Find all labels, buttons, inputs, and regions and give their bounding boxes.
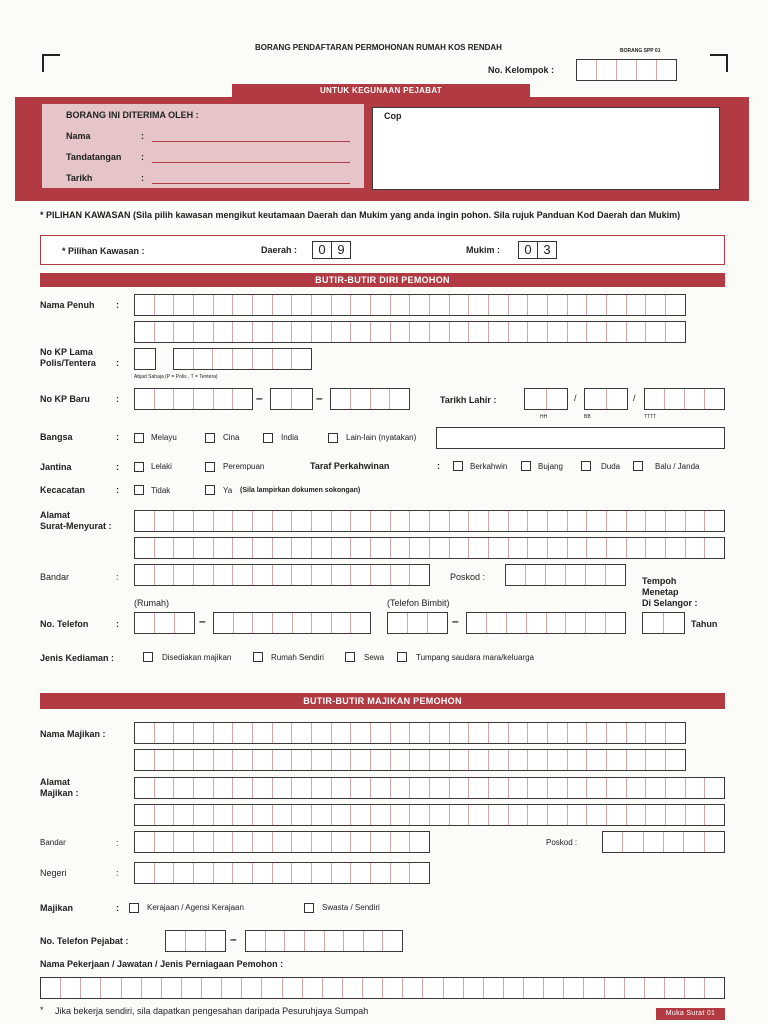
page-number-badge: Muka Surat 01 — [656, 1008, 725, 1020]
race-label: Bangsa — [40, 432, 73, 442]
race-other-checkbox[interactable] — [328, 433, 338, 443]
employer-city-label: Bandar — [40, 838, 66, 847]
employer-address-label-1: Alamat — [40, 777, 71, 787]
received-signature-line[interactable] — [152, 162, 350, 163]
marital-widower-checkbox[interactable] — [581, 461, 591, 471]
stay-label-2: Menetap — [642, 587, 679, 597]
stamp-label: Cop — [384, 111, 402, 121]
employer-postcode-input[interactable] — [602, 831, 725, 853]
form-code: BORANG SPP 01 — [620, 48, 661, 54]
received-signature-label: Tandatangan — [66, 152, 122, 162]
employer-state-input[interactable] — [134, 862, 430, 884]
old-ic-label-1: No KP Lama — [40, 347, 93, 357]
employer-state-label: Negeri — [40, 868, 67, 878]
address-label-2: Surat-Menyurat : — [40, 521, 112, 531]
employer-address-label-2: Majikan : — [40, 788, 79, 798]
new-ic-part3-input[interactable] — [330, 388, 410, 410]
mukim-label: Mukim : — [466, 245, 501, 255]
home-phone-prefix-input[interactable] — [134, 612, 195, 634]
group-no-label: No. Kelompok : — [488, 65, 555, 75]
employer-details-bar: BUTIR-BUTIR MAJIKAN PEMOHON — [40, 693, 725, 709]
postcode-label: Poskod : — [450, 572, 486, 582]
gender-female-checkbox[interactable] — [205, 462, 215, 472]
stamp-box[interactable] — [372, 107, 720, 190]
dob-label: Tarikh Lahir : — [440, 395, 497, 405]
race-other-input[interactable] — [436, 427, 725, 449]
employer-address-input-row1[interactable] — [134, 777, 725, 799]
dob-month-hint: BB — [584, 414, 591, 420]
dob-month-input[interactable] — [584, 388, 628, 410]
old-ic-number-input[interactable] — [173, 348, 312, 370]
occupation-input[interactable] — [40, 977, 725, 999]
mukim-digit-2[interactable]: 3 — [537, 241, 557, 259]
phone-label: No. Telefon — [40, 619, 89, 629]
full-name-input-row1[interactable] — [134, 294, 686, 316]
received-name-label: Nama — [66, 131, 91, 141]
applicant-details-bar: BUTIR-BUTIR DIRI PEMOHON — [40, 273, 725, 287]
corner-mark-right — [710, 54, 728, 72]
full-name-input-row2[interactable] — [134, 321, 686, 343]
city-label: Bandar — [40, 572, 70, 582]
employer-type-label: Majikan — [40, 903, 74, 913]
employer-government-checkbox[interactable] — [129, 903, 139, 913]
home-phone-hint: (Rumah) — [134, 598, 170, 608]
city-input[interactable] — [134, 564, 430, 586]
marital-label: Taraf Perkahwinan — [310, 461, 390, 471]
employer-postcode-label: Poskod : — [546, 838, 578, 847]
race-chinese-checkbox[interactable] — [205, 433, 215, 443]
group-no-input[interactable] — [576, 59, 677, 81]
dob-year-input[interactable] — [644, 388, 725, 410]
area-note: * PILIHAN KAWASAN (Sila pilih kawasan mengikut keutamaan Daerah dan Mukim yang anda ingin pohon. Sila rujuk Panduan Kod Daerah dan Mukim) — [40, 210, 681, 220]
disability-yes-checkbox[interactable] — [205, 485, 215, 495]
office-phone-prefix-input[interactable] — [165, 930, 226, 952]
stay-years-input[interactable] — [642, 612, 685, 634]
employer-private-checkbox[interactable] — [304, 903, 314, 913]
postcode-input[interactable] — [505, 564, 626, 586]
residence-employer-checkbox[interactable] — [143, 652, 153, 662]
race-indian-checkbox[interactable] — [263, 433, 273, 443]
employer-city-input[interactable] — [134, 831, 430, 853]
home-phone-number-input[interactable] — [213, 612, 371, 634]
new-ic-part1-input[interactable] — [134, 388, 253, 410]
office-phone-label: No. Telefon Pejabat : — [40, 936, 129, 946]
old-ic-hint: Abjad Sahaja (P = Polis , T = Tentera) — [134, 374, 218, 380]
mukim-digit-1[interactable]: 0 — [518, 241, 538, 259]
corner-mark-left — [42, 54, 60, 72]
gender-label: Jantina — [40, 462, 72, 472]
marital-married-checkbox[interactable] — [453, 461, 463, 471]
mobile-phone-number-input[interactable] — [466, 612, 626, 634]
full-name-label: Nama Penuh — [40, 300, 95, 310]
marital-widow-checkbox[interactable] — [633, 461, 643, 471]
old-ic-letter-input[interactable] — [134, 348, 156, 370]
office-phone-number-input[interactable] — [245, 930, 403, 952]
years-label: Tahun — [691, 619, 718, 629]
address-input-row2[interactable] — [134, 537, 725, 559]
residence-label: Jenis Kediaman : — [40, 653, 115, 663]
area-choice-label: * Pilihan Kawasan : — [62, 246, 145, 256]
received-by-label: BORANG INI DITERIMA OLEH : — [66, 110, 199, 120]
footer-star: * — [40, 1005, 44, 1015]
form-title: BORANG PENDAFTARAN PERMOHONAN RUMAH KOS RENDAH — [255, 43, 502, 52]
residence-family-checkbox[interactable] — [397, 652, 407, 662]
disability-no-checkbox[interactable] — [134, 485, 144, 495]
mobile-phone-prefix-input[interactable] — [387, 612, 448, 634]
mobile-phone-hint: (Telefon Bimbit) — [387, 598, 450, 608]
old-ic-label-2: Polis/Tentera — [40, 358, 96, 368]
employer-name-label: Nama Majikan : — [40, 729, 106, 739]
footer-note: Jika bekerja sendiri, sila dapatkan pengesahan daripada Pesuruhjaya Sumpah — [55, 1006, 369, 1016]
disability-note: (Sila lampirkan dokumen sokongan) — [240, 487, 361, 494]
office-use-bar: UNTUK KEGUNAAN PEJABAT — [232, 84, 530, 98]
stay-label-1: Tempoh — [642, 576, 677, 586]
address-label-1: Alamat — [40, 510, 71, 520]
stay-label-3: Di Selangor : — [642, 598, 698, 608]
residence-rent-checkbox[interactable] — [345, 652, 355, 662]
marital-single-checkbox[interactable] — [521, 461, 531, 471]
received-date-label: Tarikh — [66, 173, 93, 183]
district-label: Daerah : — [261, 245, 298, 255]
occupation-label: Nama Pekerjaan / Jawatan / Jenis Perniagaan Pemohon : — [40, 959, 284, 969]
address-input-row1[interactable] — [134, 510, 725, 532]
employer-name-input-row1[interactable] — [134, 722, 686, 744]
gender-male-checkbox[interactable] — [134, 462, 144, 472]
dob-day-input[interactable] — [524, 388, 568, 410]
residence-own-checkbox[interactable] — [253, 652, 263, 662]
new-ic-part2-input[interactable] — [270, 388, 313, 410]
dob-year-hint: TTTT — [644, 414, 657, 420]
race-malay-checkbox[interactable] — [134, 433, 144, 443]
disability-label: Kecacatan — [40, 485, 86, 495]
received-date-line[interactable] — [152, 183, 350, 184]
employer-address-input-row2[interactable] — [134, 804, 725, 826]
employer-name-input-row2[interactable] — [134, 749, 686, 771]
dob-day-hint: HH — [540, 414, 548, 420]
new-ic-label: No KP Baru — [40, 394, 90, 404]
received-name-line[interactable] — [152, 141, 350, 142]
district-digit-2[interactable]: 9 — [331, 241, 351, 259]
district-digit-1[interactable]: 0 — [312, 241, 332, 259]
